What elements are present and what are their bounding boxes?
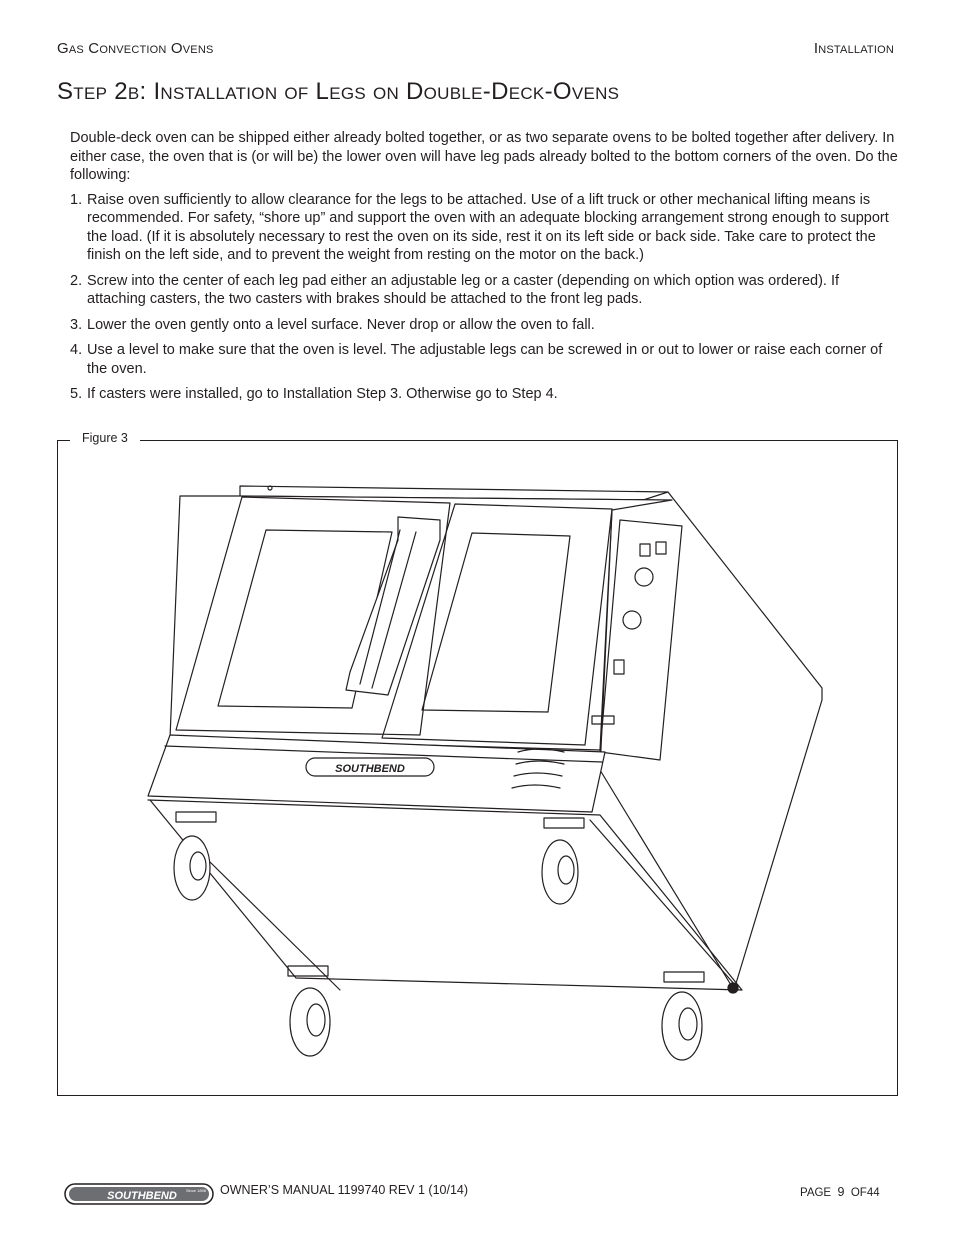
step-text: Lower the oven gently onto a level surface. Never drop or allow the oven to fall. <box>87 316 595 333</box>
caster-rear-right-icon <box>662 972 704 1060</box>
steps-list <box>70 191 900 404</box>
caster-rear-left-icon <box>288 966 330 1056</box>
step-number: 4. <box>70 342 83 358</box>
step-text: Use a level to make sure that the oven is level. The adjustable legs can be screwed in or out to lower or raise each corner of the oven. <box>87 342 883 377</box>
logo-since: Since 1898 <box>185 1188 207 1193</box>
page-number-value: 9 <box>837 1185 845 1199</box>
page-label: PAGE <box>800 1187 832 1199</box>
running-header-section: Gas Convection Ovens <box>57 40 214 57</box>
step-item <box>70 191 900 265</box>
caster-front-right-icon <box>542 818 584 904</box>
step-text: If casters were installed, go to Installation Step 3. Otherwise go to Step 4. <box>87 386 558 402</box>
oven-logo-text: SOUTHBEND <box>335 763 405 775</box>
step-item <box>70 385 900 404</box>
page-title: Step 2b: Installation of Legs on Double-Deck-Ovens <box>57 78 620 105</box>
step-number: 1. <box>70 191 83 208</box>
running-header-chapter: Installation <box>813 40 894 57</box>
body-content <box>70 129 900 411</box>
page-number <box>800 1185 880 1199</box>
caster-front-left-icon <box>174 812 216 900</box>
leg-foot-icon <box>728 983 738 993</box>
page-total: OF44 <box>850 1187 880 1199</box>
step-item <box>70 316 900 335</box>
step-number: 5. <box>70 386 83 402</box>
manual-reference: OWNER’S MANUAL 1199740 REV 1 (10/14) <box>220 1183 469 1197</box>
step-number: 2. <box>70 272 83 289</box>
logo-text: SOUTHBEND <box>107 1190 177 1202</box>
step-item <box>70 341 900 378</box>
step-text: Screw into the center of each leg pad either an adjustable leg or a caster (depending on which option was ordered). If attaching casters, the two casters with brakes should be attached to the front leg pads. <box>87 272 840 307</box>
oven-on-casters-illustration <box>57 440 896 1094</box>
step-number: 3. <box>70 316 83 333</box>
intro-paragraph: Double-deck oven can be shipped either already bolted together, or as two separate ovens to be bolted together after delivery. In either case, the oven that is (or will be) the lower oven will have leg pads already bolted to the bottom corners of the oven. Do the following: <box>70 130 898 183</box>
step-item <box>70 272 900 309</box>
oven-side-panel <box>600 492 822 990</box>
step-text: Raise oven sufficiently to allow clearance for the legs to be attached. Use of a lift truck or other mechanical lifting means is recommended. For safety, “shore up” and support the oven with an adequate blocking arrangement strong enough to support the load. (If it is absolutely necessary to rest the oven on its side, rest it on its left side or back side. Take care to protect the finish on the left side, and to prevent the weight from resting on the motor on the back.) <box>87 191 889 263</box>
figure-label: Figure 3 <box>70 431 140 445</box>
southbend-logo <box>64 1183 214 1205</box>
